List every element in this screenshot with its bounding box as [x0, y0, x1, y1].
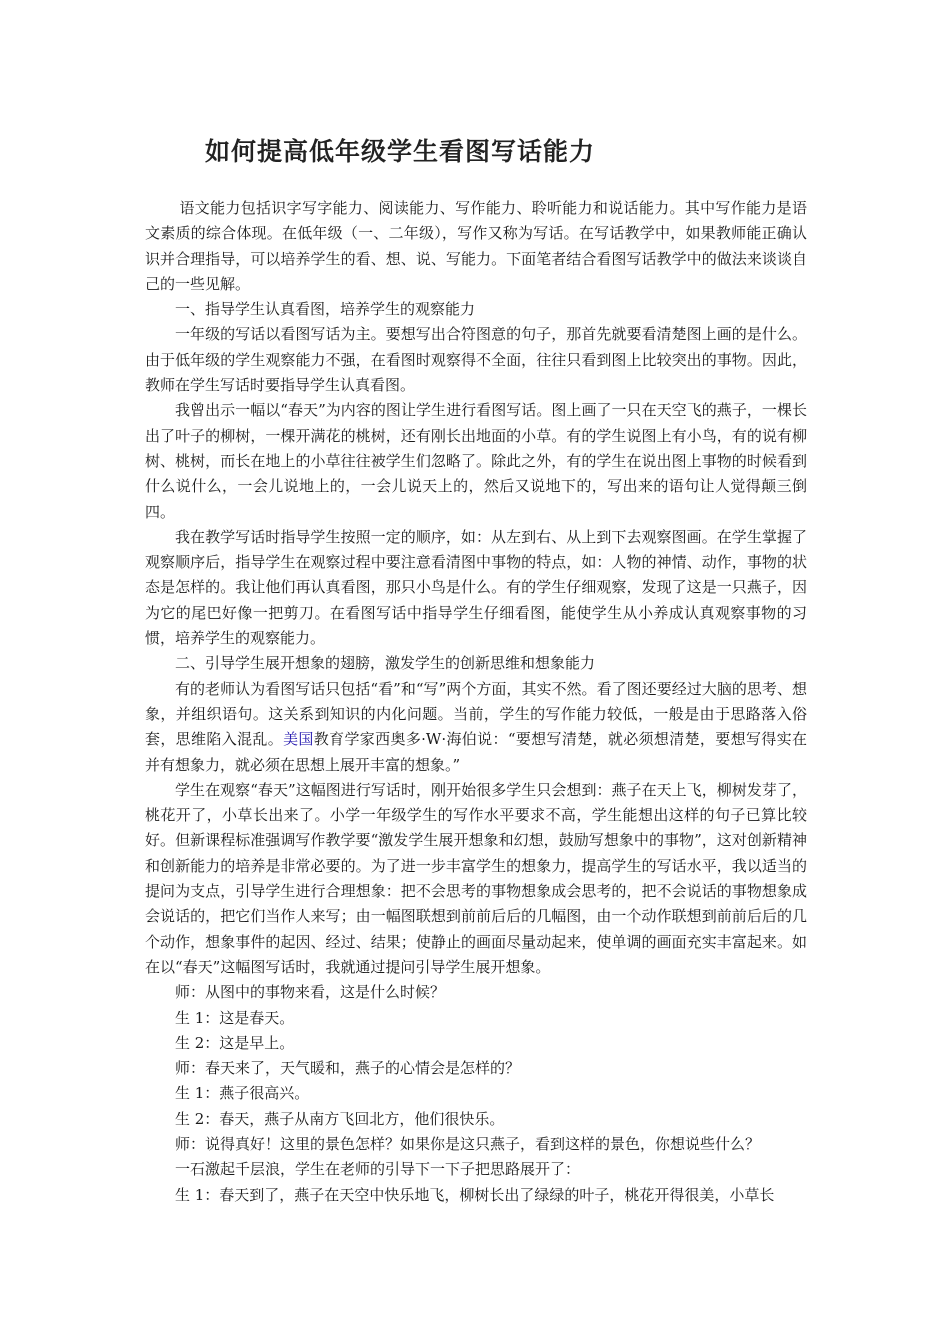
- paragraph: 一石激起千层浪，学生在老师的引导下一下子把思路展开了：: [175, 1160, 581, 1179]
- dialogue-line: 师：说得真好！这里的景色怎样？如果你是这只燕子，看到这样的景色，你想说些什么？: [175, 1134, 761, 1153]
- dialogue-line: 生 1：燕子很高兴。: [175, 1084, 310, 1103]
- america-link[interactable]: 美国: [283, 730, 314, 749]
- dialogue-line: 师：春天来了，天气暖和，燕子的心情会是怎样的？: [175, 1059, 521, 1078]
- dialogue-line: 师：从图中的事物来看，这是什么时候？: [175, 983, 446, 1002]
- paragraph-text: 教育学家西奥多·W·海伯说：“要想写清楚，就必须想清楚，要想写得实在并有想象力，就必须在思想上展开丰富的想象。”: [145, 730, 807, 774]
- paragraph: 我曾出示一幅以“春天”为内容的图让学生进行看图写话。图上画了一只在天空飞的燕子，一棵长出了叶子的柳树，一棵开满花的桃树，还有刚长出地面的小草。有的学生说图上有小鸟，有的说有柳树、桃树，而长在地上的小草往往被学生们忽略了。除此之外，有的学生在说出图上事物的时候看到什么说什么，一会儿说地上的，一会儿说天上的，然后又说地下的，写出来的语句让人觉得颠三倒四。: [145, 401, 807, 521]
- dialogue-line: 生 1：这是春天。: [175, 1008, 295, 1027]
- paragraph-text: 有的老师认为看图写话只包括“看”和“写”两个方面，其实不然。看了图还要经过大脑的思考、想象，并组织语句。这关系到知识的内化问题。当前，学生的写作能力较低，一般是由于思路落入俗套，思维陷入混乱。: [145, 679, 807, 749]
- dialogue-line: 生 2：这是早上。: [175, 1033, 295, 1052]
- section-heading-1: 一、指导学生认真看图，培养学生的观察能力: [175, 300, 476, 319]
- paragraph-intro: 语文能力包括识字写字能力、阅读能力、写作能力、聆听能力和说话能力。其中写作能力是语文素质的综合体现。在低年级（一、二年级），写作又称为写话。在写话教学中，如果教师能正确认识并合理指导，可以培养学生的看、想、说、写能力。下面笔者结合看图写话教学中的做法来谈谈自己的一些见解。: [145, 199, 807, 293]
- document-title: 如何提高低年级学生看图写话能力: [205, 137, 596, 166]
- paragraph: 我在教学写话时指导学生按照一定的顺序，如：从左到右、从上到下去观察图画。在学生掌握了观察顺序后，指导学生在观察过程中要注意看清图中事物的特点，如：人物的神情、动作，事物的状态是怎样的。我让他们再认真看图，那只小鸟是什么。有的学生仔细观察，发现了这是一只燕子，因为它的尾巴好像一把剪刀。在看图写话中指导学生仔细看图，能使学生从小养成认真观察事物的习惯，培养学生的观察能力。: [145, 527, 807, 648]
- paragraph: 一年级的写话以看图写话为主。要想写出合符图意的句子，那首先就要看清楚图上画的是什么。由于低年级的学生观察能力不强，在看图时观察得不全面，往往只看到图上比较突出的事物。因此，教师在学生写话时要指导学生认真看图。: [145, 325, 807, 395]
- section-heading-2: 二、引导学生展开想象的翅膀，激发学生的创新思维和想象能力: [175, 654, 596, 673]
- paragraph-with-link: [145, 677, 807, 778]
- paragraph: 学生在观察“春天”这幅图进行写话时，刚开始很多学生只会想到：燕子在天上飞，柳树发芽了，桃花开了，小草长出来了。小学一年级学生的写作水平要求不高，学生能想出这样的句子已算比较好。但新课程标准强调写作教学要“激发学生展开想象和幻想，鼓励写想象中的事物”，这对创新精神和创新能力的培养是非常必要的。为了进一步丰富学生的想象力，提高学生的写话水平，我以适当的提问为支点，引导学生进行合理想象：把不会思考的事物想象成会思考的，把不会说话的事物想象成会说话的，把它们当作人来写；由一幅图联想到前前后后的几幅图，由一个动作联想到前前后后的几个动作，想象事件的起因、经过、结果；使静止的画面尽量动起来，使单调的画面充实丰富起来。如在以“春天”这幅图写话时，我就通过提问引导学生展开想象。: [145, 780, 807, 976]
- dialogue-line: 生 2：春天，燕子从南方飞回北方，他们很快乐。: [175, 1109, 505, 1128]
- document-body: [145, 196, 807, 1208]
- dialogue-line: 生 1：春天到了，燕子在天空中快乐地飞，柳树长出了绿绿的叶子，桃花开得很美，小草长: [175, 1185, 775, 1204]
